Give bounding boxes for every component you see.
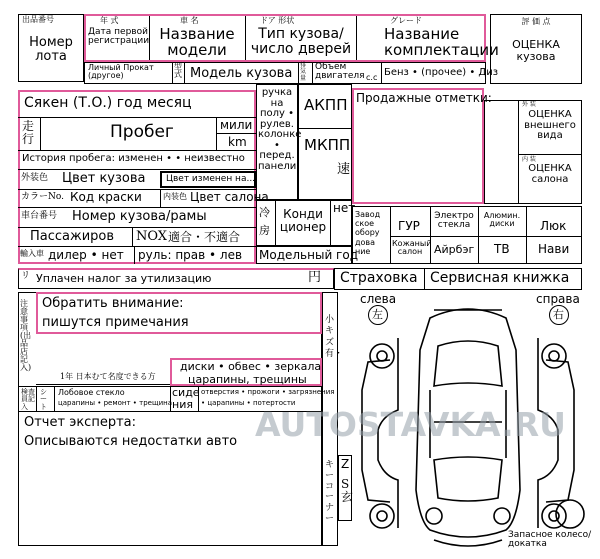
grade-jp: グレード [390, 16, 422, 25]
color-changed: Цвет изменен на... [166, 174, 256, 184]
seat-sub-2: • царапины • потертости [201, 399, 296, 407]
insurance: Страховка [340, 270, 418, 286]
nox-status: 適合・不適合 [168, 230, 241, 244]
tv: ТВ [494, 242, 510, 256]
exterior-jp: 外 装 [522, 101, 536, 108]
color-jp: 外装色 [21, 173, 49, 183]
body-color: Цвет кузова [62, 171, 146, 186]
vin-jp: 車台番号 [21, 211, 58, 221]
color-changed-box [160, 171, 256, 188]
lot-jp: 出品番号 [22, 15, 54, 24]
name-jp: 車 名 [180, 16, 199, 25]
score-body: ОЦЕНКА кузова [512, 38, 560, 63]
mileage: Пробег [110, 122, 174, 142]
equipment: Название комплектации [384, 25, 499, 59]
engine-volume: Объем двигателя [315, 62, 365, 82]
z-jp: Z [341, 457, 350, 471]
exterior-score: ОЦЕНКА внешнего вида [524, 109, 576, 141]
factory-equipment: Завод ское обору дова ние [355, 210, 381, 256]
vin: Номер кузова/рамы [72, 209, 207, 224]
seats: Пассажиров [30, 229, 115, 244]
model-jp: 型式 [174, 62, 182, 80]
defects: Описываются недостатки авто [24, 434, 238, 449]
odometer-jp: 走行 [22, 119, 35, 146]
score-jp: 評 価 点 [521, 17, 551, 26]
year-jp: 年 式 [100, 16, 119, 25]
recycle-jp: リ [21, 271, 31, 281]
sale-notes-title: Продажные отметки: [356, 91, 492, 105]
cc-unit: c.c [366, 73, 378, 82]
sale-notes-box [352, 88, 492, 204]
interior-color: Цвет салона [190, 190, 269, 204]
seating: сиде ния [172, 386, 200, 411]
steering: руль: прав • лев [138, 248, 243, 262]
disks-box [170, 358, 322, 386]
windshield-sub: царапины • ремонт • трещина [58, 399, 172, 407]
body-model: Модель кузова [190, 66, 293, 81]
displacement-jp: 排気量 [300, 62, 307, 82]
inspector-jp: 検査員記入 [21, 388, 35, 411]
mt-label: МКПП [304, 136, 351, 154]
model-name: Название модели [159, 25, 235, 59]
lot-number-cell [18, 14, 84, 82]
scratches: царапины, трещины [188, 373, 307, 386]
navi: Нави [538, 242, 570, 256]
score-body-cell [490, 14, 582, 84]
small-scratches-jp: 小キズ有・ [325, 315, 344, 359]
seat-sub-1: отверстия • прожоги • загрязнения [201, 388, 335, 396]
disks: диски • обвес • зеркала [180, 360, 322, 373]
attention: Обратить внимание: [42, 296, 184, 311]
alloy-wheels: Алюмин. диски [483, 211, 521, 229]
watermark-logo: AUTOSTAVKA.RU [255, 405, 566, 444]
shift-handle: ручка на полу • рулев. колонке • перед. панели [258, 87, 302, 172]
power-windows: Электро стекла [434, 211, 474, 231]
usage: Личный Прокат (другое) [88, 63, 154, 81]
interior-color-jp: 内装色 [163, 192, 187, 201]
notes-side-jp: 注意事項 (出品店記入) [20, 299, 32, 372]
interior-score: ОЦЕНКА салона [528, 163, 572, 185]
warranty-jp: 1年 日本むて名度できる方 [60, 372, 156, 381]
first-registration: Дата первой регистрации [88, 27, 150, 47]
shift-handle-cell [256, 84, 302, 200]
import-dealer: дилер • нет [48, 248, 124, 262]
color-code: Код краски [70, 190, 142, 204]
no-aircon: нет [333, 201, 356, 215]
model-year-cell [256, 246, 358, 264]
speed-jp: 速 [337, 162, 351, 177]
fuel: Бенз • (прочее) • Диз [384, 67, 499, 78]
remarks: пишутся примечания [42, 315, 189, 330]
leather: Кожаный салон [392, 239, 432, 257]
yen: 円 [308, 270, 322, 285]
seat-jp: シー ト [40, 388, 47, 411]
left-jp: 左 [372, 308, 383, 321]
service-book: Сервисная книжка [430, 270, 570, 286]
import-jp: 輸入車 [20, 249, 44, 258]
color-code-jp: カラーNo. [21, 192, 64, 202]
door-jp: ドア 形状 [260, 16, 295, 25]
body-doors: Тип кузова/ число дверей [250, 26, 352, 57]
miles-unit: мили [220, 118, 253, 132]
model-year: Модельный год [259, 248, 358, 262]
right-jp: 右 [553, 308, 564, 321]
expert-report: Отчет эксперта: [24, 415, 136, 430]
airbag: Айрбэг [434, 243, 475, 256]
nox: NOX [136, 229, 168, 244]
shaken-date: Сякен (Т.О.) год месяц [24, 95, 192, 111]
right-label: справа [536, 292, 580, 306]
aircon: Конди ционер [279, 207, 327, 234]
gur: ГУР [398, 219, 420, 233]
at-label: АКПП [304, 96, 348, 114]
sunroof: Люк [540, 219, 567, 233]
corner-jp: キーコーナー [325, 460, 335, 524]
spare-wheel: Запасное колесо/докатка [508, 530, 592, 550]
lot-number-label: Номер лота [29, 35, 73, 64]
recycle-tax: Уплачен налог за утилизацию [36, 272, 212, 285]
mileage-history: История пробега: изменен • • неизвестно [22, 153, 245, 164]
cooler-jp: 冷房 [259, 206, 270, 237]
windshield: Лобовое стекло [58, 388, 125, 397]
left-label: слева [360, 292, 397, 306]
km-unit: km [228, 135, 247, 149]
interior-jp: 内 装 [522, 156, 536, 163]
s-jp: S 玄 [341, 477, 354, 504]
